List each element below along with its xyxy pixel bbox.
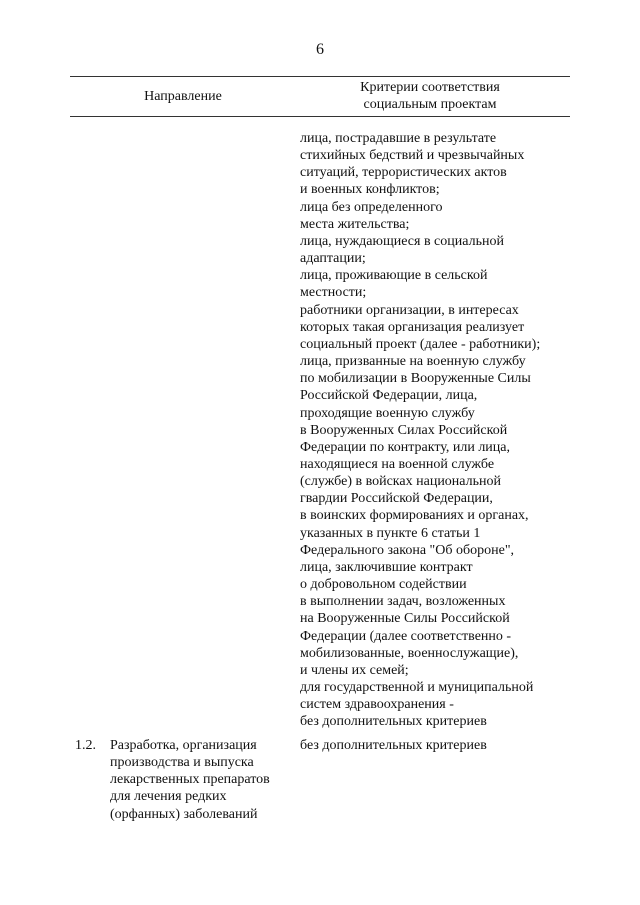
direction-line: (орфанных) заболеваний	[110, 806, 258, 822]
criteria-line: для государственной и муниципальной	[300, 680, 534, 695]
column-header-criteria-line: социальным проектам	[363, 97, 497, 112]
criteria-line: адаптации;	[300, 251, 366, 267]
continued-criteria-cell	[300, 130, 570, 730]
criteria-line: места жительства;	[300, 216, 410, 232]
column-header-criteria-line: Критерии соответствия	[360, 80, 500, 95]
row-direction-cell	[110, 737, 295, 823]
row-criteria-cell: без дополнительных критериев	[300, 738, 487, 753]
criteria-line: Федерации (далее соответственно -	[300, 628, 512, 644]
criteria-line: которых такая организация реализует	[300, 319, 525, 335]
criteria-line: лица, нуждающиеся в социальной	[300, 233, 504, 249]
criteria-line: и члены их семей;	[300, 662, 409, 678]
criteria-line: проходящие военную службу	[300, 405, 475, 421]
criteria-line: в воинских формированиях и органах,	[300, 508, 529, 524]
table-header-rule	[70, 116, 570, 117]
criteria-line: лица без определенного	[300, 199, 443, 215]
direction-line: производства и выпуска	[110, 755, 254, 771]
criteria-line: социальный проект (далее - работники);	[300, 336, 541, 352]
criteria-line: ситуаций, террористических актов	[300, 165, 507, 181]
table-top-rule	[70, 76, 570, 77]
criteria-line: работники организации, в интересах	[300, 302, 519, 318]
criteria-line: местности;	[300, 285, 367, 301]
criteria-line: и военных конфликтов;	[300, 182, 440, 198]
criteria-line: в Вооруженных Силах Российской	[300, 422, 508, 438]
criteria-line: лица, проживающие в сельской	[300, 268, 488, 284]
criteria-line: гвардии Российской Федерации,	[300, 491, 493, 507]
criteria-line: лица, пострадавшие в результате	[300, 131, 497, 146]
criteria-line: находящиеся на военной службе	[300, 456, 495, 472]
criteria-line: на Вооруженные Силы Российской	[300, 611, 510, 627]
criteria-line: Федерации по контракту, или лица,	[300, 439, 510, 455]
criteria-line: лица, заключившие контракт	[300, 559, 473, 575]
criteria-line: указанных в пункте 6 статьи 1	[300, 525, 481, 541]
criteria-line: Российской Федерации, лица,	[300, 388, 478, 404]
criteria-line: по мобилизации в Вооруженные Силы	[300, 371, 531, 387]
row-number: 1.2.	[75, 738, 96, 753]
column-header-criteria	[300, 79, 560, 113]
criteria-line: в выполнении задач, возложенных	[300, 594, 506, 610]
column-header-direction: Направление	[144, 89, 222, 104]
criteria-line: систем здравоохранения -	[300, 697, 454, 713]
direction-line: для лечения редких	[110, 789, 227, 805]
criteria-line: мобилизованные, военнослужащие),	[300, 645, 519, 661]
criteria-line: без дополнительных критериев	[300, 714, 487, 730]
criteria-line: о добровольном содействии	[300, 577, 467, 593]
criteria-line: лица, призванные на военную службу	[300, 354, 526, 370]
criteria-line: Федерального закона "Об обороне",	[300, 542, 515, 558]
page-number: 6	[316, 41, 324, 58]
criteria-line: стихийных бедствий и чрезвычайных	[300, 148, 525, 164]
criteria-line: (службе) в войсках национальной	[300, 474, 501, 490]
direction-line: Разработка, организация	[110, 738, 257, 753]
direction-line: лекарственных препаратов	[110, 772, 270, 788]
